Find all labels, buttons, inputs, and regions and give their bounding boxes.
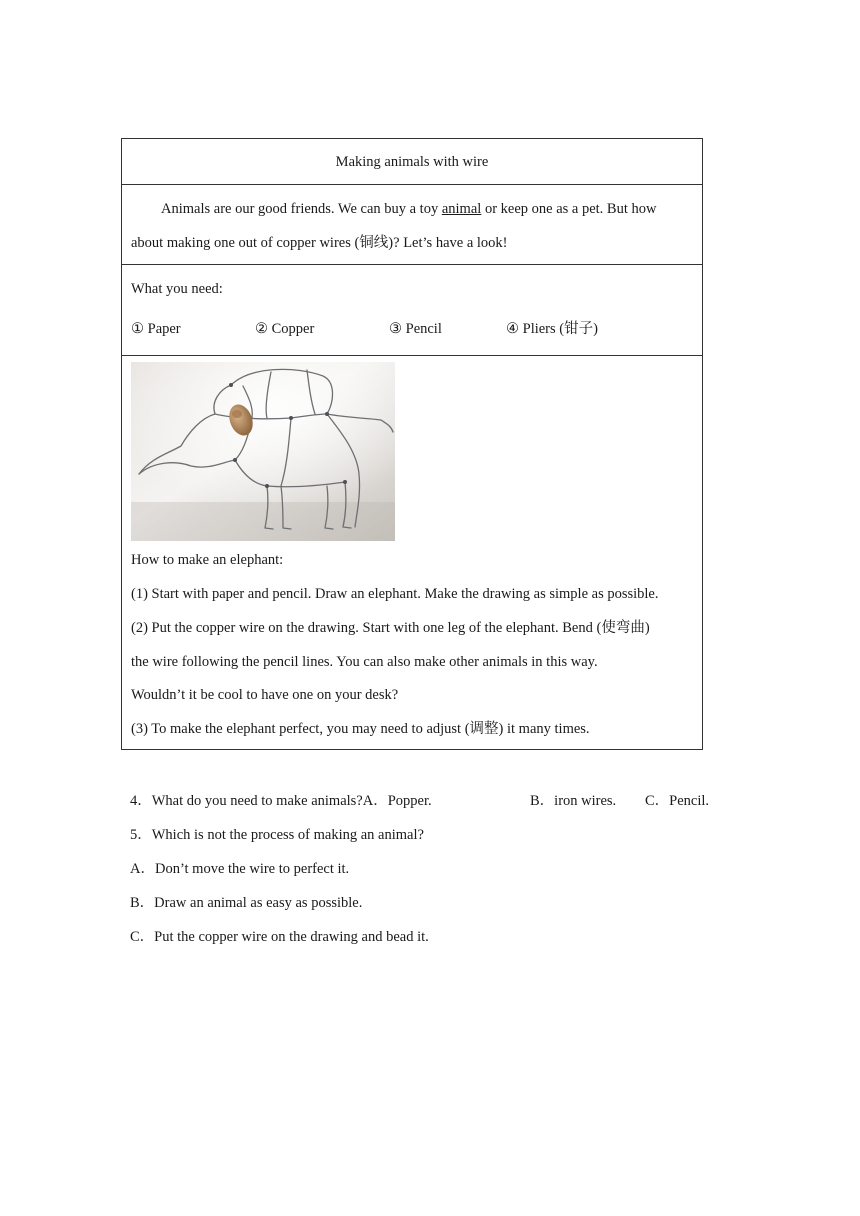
- step-3: (3) To make the elephant perfect, you may need to adjust (调整) it many times.: [131, 721, 590, 737]
- question-5-option-c: C．Put the copper wire on the drawing and bead it.: [130, 929, 429, 945]
- intro-text-a: Animals are our good friends. We can buy a toy: [161, 201, 442, 217]
- intro-row: [122, 185, 702, 265]
- materials-label: What you need:: [131, 281, 223, 297]
- question-4-option-b: B．iron wires.: [530, 793, 617, 809]
- step-2-line-c: Wouldn’t it be cool to have one on your desk?: [131, 687, 399, 703]
- material-option-copper: ② Copper: [255, 321, 315, 337]
- step-2-line-a: (2) Put the copper wire on the drawing. Start with one leg of the elephant. Bend (使弯曲): [131, 620, 650, 636]
- table-title-row: [122, 139, 702, 185]
- question-5-option-a: A．Don’t move the wire to perfect it.: [130, 861, 350, 877]
- reading-table: [121, 138, 703, 750]
- intro-text-b: or keep one as a pet. But how: [481, 201, 657, 217]
- howto-title: How to make an elephant:: [131, 552, 284, 568]
- question-5: 5．Which is not the process of making an animal?: [130, 827, 424, 843]
- table-title: Making animals with wire: [335, 154, 489, 170]
- wire-elephant-photo: [131, 362, 395, 541]
- intro-line-2: about making one out of copper wires (铜线)? Let’s have a look!: [131, 235, 508, 251]
- step-2-line-b: the wire following the pencil lines. You can also make other animals in this way.: [131, 654, 598, 670]
- question-4: 4．What do you need to make animals?A．Popper.: [130, 793, 432, 809]
- wire-elephant-image: [131, 362, 395, 541]
- step-1: (1) Start with paper and pencil. Draw an elephant. Make the drawing as simple as possible.: [131, 586, 659, 602]
- materials-row: [122, 265, 702, 356]
- underlined-word: animal: [441, 201, 482, 217]
- intro-line-1: [131, 185, 693, 226]
- material-option-pencil: ③ Pencil: [389, 321, 442, 337]
- question-4-option-c: C．Pencil.: [645, 793, 710, 809]
- material-option-paper: ① Paper: [131, 321, 181, 337]
- material-option-pliers: ④ Pliers (钳子): [506, 321, 598, 337]
- steps-row: [122, 356, 702, 749]
- question-5-option-b: B．Draw an animal as easy as possible.: [130, 895, 363, 911]
